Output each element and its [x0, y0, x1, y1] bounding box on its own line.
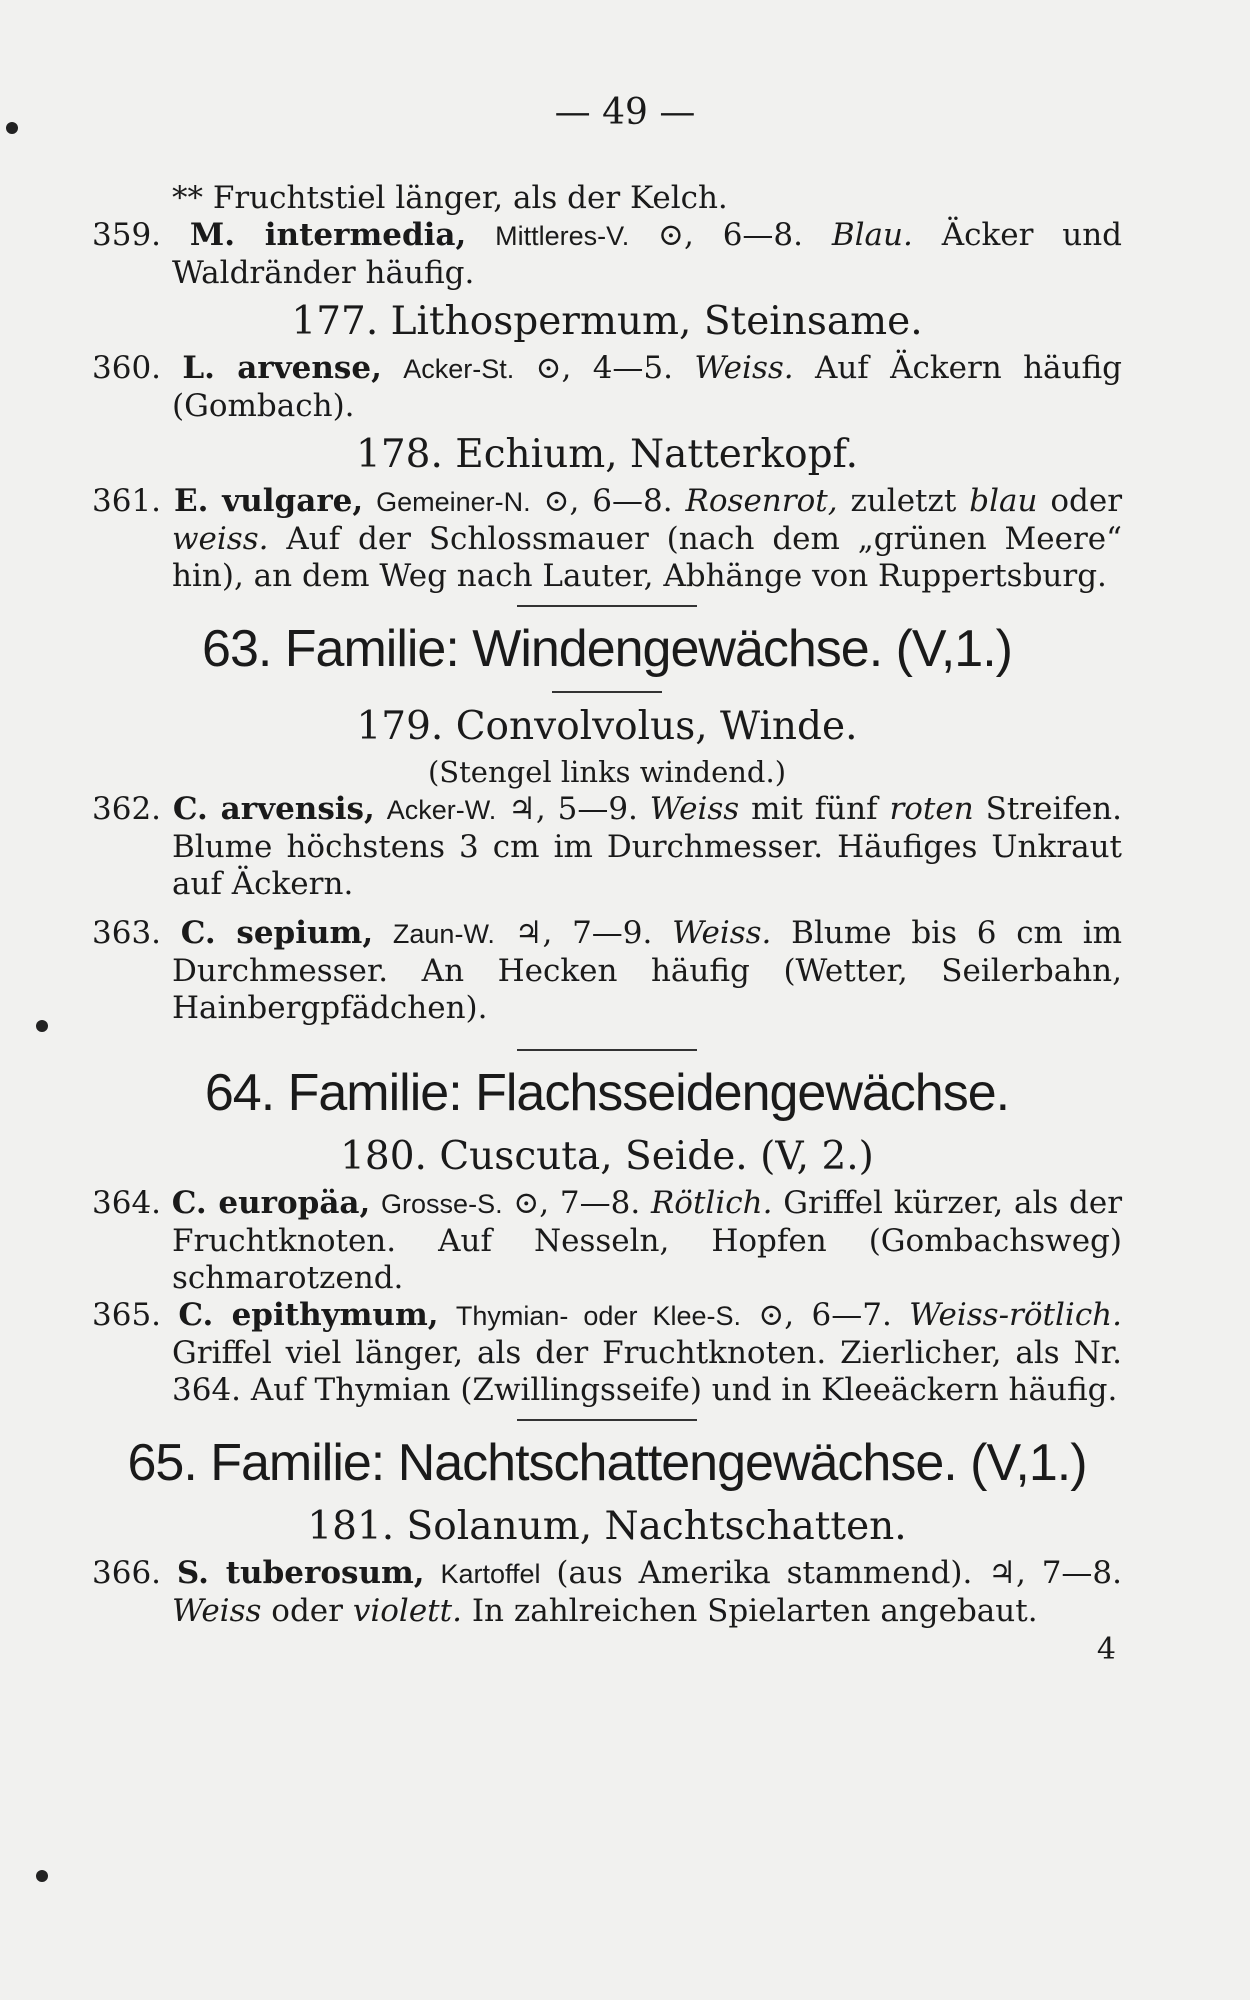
entry-361: 361. E. vulgare, Gemeiner-N. ⊙, 6—8. Rosenrot, zuletzt blau oder weiss. Auf der Schlossmauer (nach dem „grünen Meere“ hin), an dem Weg nach Lauter, Abhänge von Ruppertsburg.: [92, 483, 1123, 594]
genus-heading-180: 180. Cuscuta, Seide. (V, 2.): [340, 1134, 874, 1179]
section-divider: [517, 605, 697, 607]
genus-note-179: (Stengel links windend.): [427, 755, 787, 789]
entry-363: 363. C. sepium, Zaun-W. ♃, 7—9. Weiss. Blume bis 6 cm im Durchmesser. An Hecken häufig (Wetter, Seilerbahn, Hainbergpfädchen).: [92, 915, 1123, 1026]
page-content: [92, 180, 1122, 1668]
page-number: — 49 —: [554, 92, 696, 133]
section-divider: [517, 1419, 697, 1421]
family-heading-63: 63. Familie: Windengewächse. (V,1.): [202, 620, 1012, 678]
entry-365: 365. C. epithymum, Thymian- oder Klee-S. ⊙, 6—7. Weiss-rötlich. Griffel viel länger, als der Fruchtknoten. Zierlicher, als Nr. 364. Auf Thymian (Zwillingsseife) und in Kleeäckern häufig.: [92, 1297, 1122, 1408]
entry-364: 364. C. europäa, Grosse-S. ⊙, 7—8. Rötlich. Griffel kürzer, als der Fruchtknoten. Auf Nesseln, Hopfen (Gombachsweg) schmarotzend.: [92, 1185, 1123, 1296]
entry-359: 359. M. intermedia, Mittleres-V. ⊙, 6—8. Blau. Äcker und Waldränder häufig.: [92, 217, 1123, 291]
punch-hole-mark: [36, 1870, 48, 1882]
genus-heading-181: 181. Solanum, Nachtschatten.: [307, 1504, 907, 1549]
signature-mark: 4: [1096, 1632, 1116, 1667]
family-heading-64: 64. Familie: Flachsseidengewächse.: [204, 1064, 1010, 1122]
punch-hole-mark: [36, 1020, 48, 1032]
entry-360: 360. L. arvense, Acker-St. ⊙, 4—5. Weiss. Auf Äckern häufig (Gombach).: [92, 350, 1123, 424]
entry-366: 366. S. tuberosum, Kartoffel (aus Amerika stammend). ♃, 7—8. Weiss oder violett. In zahlreichen Spielarten angebaut.: [92, 1555, 1123, 1629]
intro-line: ** Fruchtstiel länger, als der Kelch.: [172, 180, 728, 216]
genus-heading-177: 177. Lithospermum, Steinsame.: [291, 299, 923, 344]
genus-heading-178: 178. Echium, Natterkopf.: [356, 432, 858, 477]
family-heading-65: 65. Familie: Nachtschattengewächse. (V,1.): [127, 1434, 1087, 1492]
entry-362: 362. C. arvensis, Acker-W. ♃, 5—9. Weiss mit fünf roten Streifen. Blume höchstens 3 cm im Durchmesser. Häufiges Unkraut auf Äckern.: [92, 791, 1123, 902]
section-divider: [552, 691, 662, 693]
section-divider: [517, 1049, 697, 1051]
genus-heading-179: 179. Convolvolus, Winde.: [356, 704, 858, 749]
